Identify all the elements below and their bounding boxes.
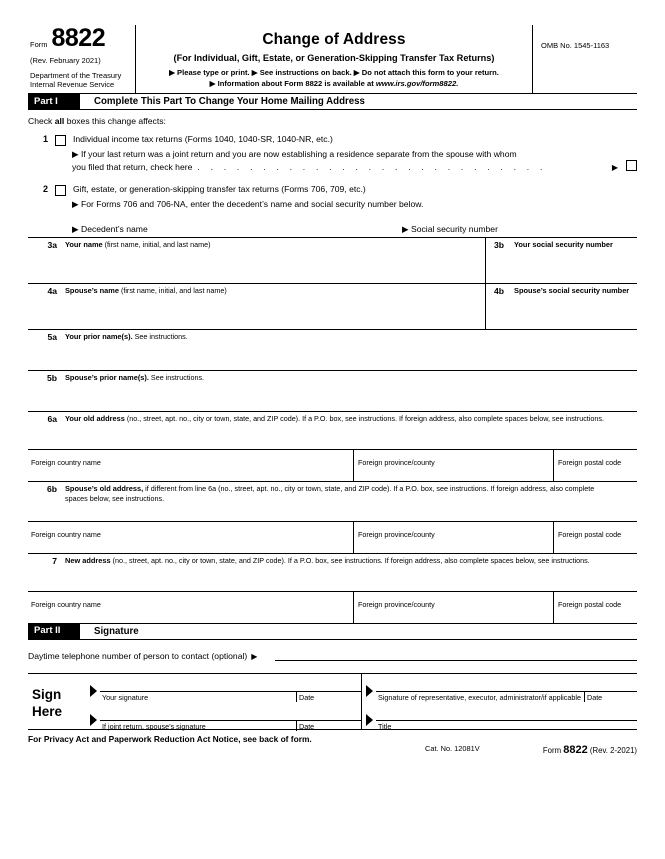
foreign-province-label-3: Foreign province/county bbox=[358, 599, 435, 609]
foreign-postal-label-2: Foreign postal code bbox=[558, 529, 622, 539]
line-2-checkbox[interactable] bbox=[55, 185, 66, 196]
row-3b-number: 3b bbox=[494, 239, 505, 250]
row-6b-label-bold: Spouse’s old address, bbox=[65, 483, 144, 493]
row-5a bbox=[28, 329, 637, 370]
form-footer bbox=[28, 730, 637, 756]
field-6b-foreign-province[interactable] bbox=[353, 522, 553, 553]
row-6a-number: 6a bbox=[47, 413, 57, 424]
your-signature-date-input[interactable] bbox=[296, 691, 361, 702]
part-2-header bbox=[28, 623, 637, 640]
daytime-phone-label: Daytime telephone number of person to contact (optional) bbox=[28, 650, 248, 661]
row-3a-number: 3a bbox=[47, 239, 57, 250]
row-6a-label bbox=[65, 414, 604, 424]
spouse-signature-caption: If joint return, spouse’s signature bbox=[102, 721, 206, 731]
row-5a-label-bold: Your prior name(s). bbox=[65, 331, 133, 341]
header-left-block bbox=[28, 25, 136, 93]
line-1-separate-residence-checkbox[interactable] bbox=[626, 160, 637, 171]
your-signature-fields bbox=[100, 691, 361, 702]
header-instruction-line-1: ▶ Please type or print. ▶ See instructions on back. ▶ Do not attach this form to your return. bbox=[169, 68, 499, 77]
field-5b-spouse-prior-names[interactable] bbox=[28, 371, 637, 411]
foreign-postal-label-1: Foreign postal code bbox=[558, 457, 622, 467]
foreign-country-label-1: Foreign country name bbox=[31, 457, 101, 467]
your-signature-input[interactable] bbox=[100, 691, 296, 702]
irs-website-link[interactable]: www.irs.gov/form8822. bbox=[375, 79, 459, 88]
footer-row bbox=[28, 730, 637, 744]
row-5b-label bbox=[65, 373, 204, 383]
row-3b-label-bold: Your social security number bbox=[514, 239, 613, 249]
row-6a-label-rest: (no., street, apt. no., city or town, state, and ZIP code). If a P.O. box, see instructions. If foreign address, also complete spaces below, see instructions. bbox=[124, 413, 604, 423]
row-5a-label bbox=[65, 332, 188, 342]
decedent-name-label: ▶ Decedent’s name bbox=[72, 223, 148, 234]
footer-form-number: 8822 bbox=[563, 743, 588, 756]
line-1-checkbox[interactable] bbox=[55, 135, 66, 146]
row-7-number: 7 bbox=[52, 555, 57, 566]
daytime-phone-row bbox=[28, 640, 637, 664]
field-6b-foreign-postal[interactable] bbox=[553, 522, 637, 553]
row-5b-label-bold: Spouse’s prior name(s). bbox=[65, 372, 149, 382]
line-1-sub-instruction: ▶ If your last return was a joint return and you are now establishing a residence separate from the spouse with whom bbox=[72, 149, 517, 159]
row-5b-number: 5b bbox=[46, 372, 57, 383]
footer-form-rev: (Rev. 2-2021) bbox=[589, 745, 637, 755]
signature-column-representative bbox=[361, 674, 637, 729]
representative-date-input[interactable] bbox=[584, 691, 637, 702]
spouse-signature-date-caption: Date bbox=[299, 721, 315, 731]
line-2-number: 2 bbox=[42, 184, 48, 195]
signature-arrow-icon-2 bbox=[90, 714, 97, 726]
representative-signature-input[interactable] bbox=[376, 691, 584, 702]
field-7-foreign-country[interactable] bbox=[28, 592, 353, 623]
check-all-bold: all bbox=[54, 116, 65, 126]
row-3a-label bbox=[65, 240, 211, 250]
part-2-tag: Part II bbox=[28, 624, 80, 639]
your-signature-caption: Your signature bbox=[102, 693, 149, 703]
title-caption: Title bbox=[378, 721, 392, 731]
row-4a-label bbox=[65, 286, 227, 296]
field-6a-foreign-province[interactable] bbox=[353, 450, 553, 481]
row-6b bbox=[28, 481, 637, 521]
signature-block bbox=[28, 673, 637, 730]
row-5a-number: 5a bbox=[47, 331, 57, 342]
field-6a-your-old-address[interactable] bbox=[28, 412, 637, 449]
field-7-foreign-province[interactable] bbox=[353, 592, 553, 623]
daytime-phone-input[interactable] bbox=[275, 649, 637, 661]
part-1-title: Complete This Part To Change Your Home Mailing Address bbox=[94, 96, 365, 107]
privacy-act-notice: For Privacy Act and Paperwork Reduction Act Notice, see back of form. bbox=[28, 733, 312, 744]
part-1-tag: Part I bbox=[28, 94, 80, 109]
check-all-suffix: boxes this change affects: bbox=[64, 116, 166, 126]
foreign-province-label-2: Foreign province/county bbox=[358, 529, 435, 539]
row-7-label-rest: (no., street, apt. no., city or town, state, and ZIP code). If a P.O. box, see instructions. If foreign address, also complete spaces below, see instructions. bbox=[110, 555, 590, 565]
foreign-address-row-7 bbox=[28, 591, 637, 623]
department-line-1: Department of the Treasury bbox=[30, 70, 122, 80]
your-signature-date-caption: Date bbox=[299, 693, 315, 703]
representative-signature-row bbox=[362, 674, 637, 703]
row-4a-label-bold: Spouse’s name bbox=[65, 285, 119, 295]
row-6b-label bbox=[65, 484, 610, 503]
signature-arrow-icon-1 bbox=[90, 685, 97, 697]
representative-signature-fields bbox=[376, 691, 637, 702]
foreign-country-label-2: Foreign country name bbox=[31, 529, 101, 539]
row-7-label bbox=[65, 556, 590, 566]
form-revision-date: (Rev. February 2021) bbox=[30, 55, 101, 65]
line-1-row bbox=[28, 134, 637, 146]
row-4b-label-bold: Spouse’s social security number bbox=[514, 285, 630, 295]
field-4a-spouse-name[interactable] bbox=[28, 284, 485, 329]
row-3a-label-rest: (first name, initial, and last name) bbox=[102, 239, 211, 249]
line-1-number: 1 bbox=[42, 134, 48, 144]
form-identifier bbox=[30, 24, 129, 52]
field-6b-foreign-country[interactable] bbox=[28, 522, 353, 553]
field-3b-your-ssn[interactable] bbox=[485, 238, 637, 283]
form-word-label: Form bbox=[30, 39, 48, 49]
signature-arrow-icon-3 bbox=[366, 685, 373, 697]
form-subtitle: (For Individual, Gift, Estate, or Generation-Skipping Transfer Tax Returns) bbox=[173, 53, 495, 63]
field-7-foreign-postal[interactable] bbox=[553, 592, 637, 623]
field-6b-spouse-old-address[interactable] bbox=[28, 482, 637, 521]
catalog-number: Cat. No. 12081V bbox=[425, 743, 480, 753]
footer-form-identifier bbox=[543, 744, 637, 756]
row-4a-label-rest: (first name, initial, and last name) bbox=[118, 285, 227, 295]
omb-number: OMB No. 1545-1163 bbox=[541, 41, 610, 50]
department-block bbox=[30, 71, 129, 90]
row-6a-label-bold: Your old address bbox=[65, 413, 125, 423]
footer-form-word: Form bbox=[542, 745, 562, 755]
sign-here-line-2: Here bbox=[32, 703, 63, 719]
row-4 bbox=[28, 283, 637, 329]
row-4a-number: 4a bbox=[47, 285, 57, 296]
header-instruction-line-2 bbox=[140, 78, 528, 89]
row-6a bbox=[28, 411, 637, 449]
line-1-check-here-label: you filed that return, check here bbox=[72, 162, 193, 173]
check-all-instruction bbox=[28, 110, 637, 134]
signature-column-taxpayer bbox=[86, 674, 361, 729]
field-4b-spouse-ssn[interactable] bbox=[485, 284, 637, 329]
department-line-2: Internal Revenue Service bbox=[30, 80, 115, 90]
foreign-address-row-6b bbox=[28, 521, 637, 553]
line-1-label: Individual income tax returns (Forms 1040, 1040-SR, 1040-NR, etc.) bbox=[73, 134, 333, 144]
row-4b-number: 4b bbox=[494, 285, 505, 296]
line-2-label: Gift, estate, or generation-skipping transfer tax returns (Forms 706, 709, etc.) bbox=[73, 184, 366, 195]
title-row bbox=[362, 702, 637, 731]
row-3 bbox=[28, 237, 637, 283]
decedent-row bbox=[28, 211, 637, 237]
spouse-signature-row bbox=[86, 702, 361, 731]
line-1-arrow-icon: ▶ bbox=[611, 163, 618, 173]
row-6b-label-rest: if different from line 6a (no., street, apt. no., city or town, state, and ZIP code). If a P.O. box, see instructions. If foreign address, also complete spaces below, see instructions. bbox=[65, 483, 595, 503]
foreign-postal-label-3: Foreign postal code bbox=[558, 599, 622, 609]
part-2-title: Signature bbox=[94, 625, 139, 637]
header-title-block bbox=[136, 25, 533, 93]
foreign-address-row-6a bbox=[28, 449, 637, 481]
check-all-prefix: Check bbox=[28, 116, 55, 126]
form-header bbox=[28, 25, 637, 94]
row-5b-label-rest: See instructions. bbox=[148, 372, 205, 382]
form-title: Change of Address bbox=[262, 31, 406, 48]
representative-date-caption: Date bbox=[587, 693, 603, 703]
line-2-sub-instruction: ▶ For Forms 706 and 706-NA, enter the decedent’s name and social security number below. bbox=[72, 199, 424, 210]
row-7 bbox=[28, 553, 637, 591]
field-7-new-address[interactable] bbox=[28, 554, 637, 591]
form-number: 8822 bbox=[51, 24, 106, 52]
row-5b bbox=[28, 370, 637, 411]
row-7-label-bold: New address bbox=[65, 555, 111, 565]
foreign-province-label-1: Foreign province/county bbox=[358, 457, 435, 467]
representative-signature-caption: Signature of representative, executor, administrator/if applicable bbox=[378, 693, 581, 703]
line-1-check-here-row bbox=[28, 160, 637, 172]
line-2-row bbox=[28, 184, 637, 196]
foreign-country-label-3: Foreign country name bbox=[31, 599, 101, 609]
header-instruction-prefix: ▶ Information about Form 8822 is available at bbox=[209, 79, 376, 88]
sign-here-line-1: Sign bbox=[32, 686, 62, 702]
line-1-dot-leader: . . . . . . . . . . . . . . . . . . . . . . . . . . . bbox=[197, 162, 547, 173]
row-6b-number: 6b bbox=[46, 483, 57, 494]
decedent-ssn-label: ▶ Social security number bbox=[402, 223, 498, 234]
row-5a-label-rest: See instructions. bbox=[132, 331, 188, 341]
signature-arrow-icon-4 bbox=[366, 714, 373, 726]
irs-form-8822 bbox=[28, 24, 637, 756]
row-3b-label bbox=[514, 240, 613, 250]
field-6a-foreign-country[interactable] bbox=[28, 450, 353, 481]
field-6a-foreign-postal[interactable] bbox=[553, 450, 637, 481]
field-3a-your-name[interactable] bbox=[28, 238, 485, 283]
row-3a-label-bold: Your name bbox=[65, 239, 103, 249]
daytime-phone-arrow-icon: ▶ bbox=[251, 651, 258, 661]
part-1-header bbox=[28, 94, 637, 110]
field-5a-your-prior-names[interactable] bbox=[28, 330, 637, 370]
row-4b-label bbox=[514, 286, 629, 296]
your-signature-row bbox=[86, 674, 361, 703]
sign-here-label bbox=[28, 674, 86, 729]
